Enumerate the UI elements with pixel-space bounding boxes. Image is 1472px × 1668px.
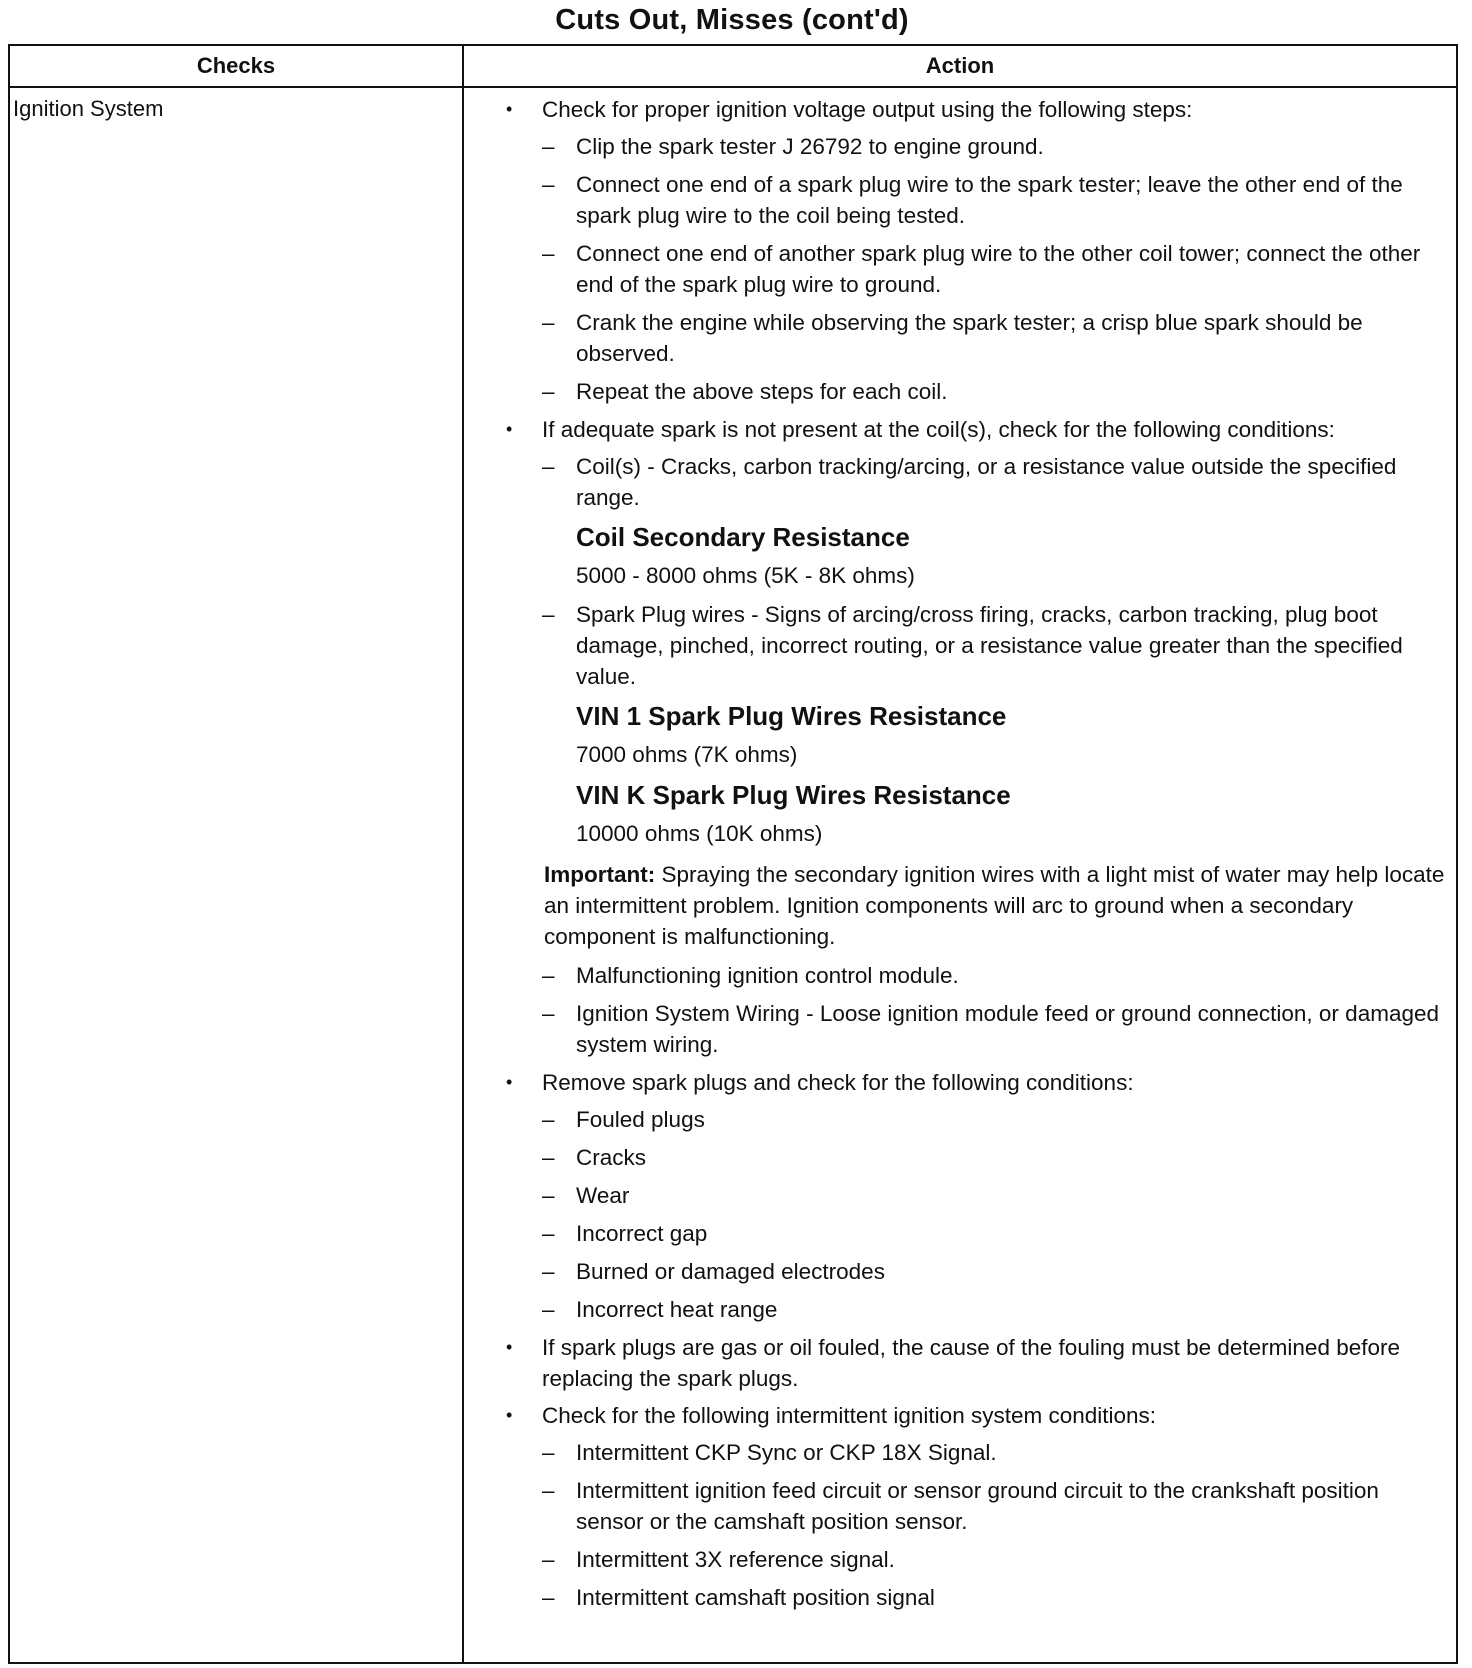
list-item <box>464 1218 1448 1249</box>
list-item-text: Intermittent CKP Sync or CKP 18X Signal. <box>576 1440 997 1465</box>
dash-marker: – <box>542 963 555 988</box>
list-item <box>464 376 1448 407</box>
dash-marker: – <box>542 1183 555 1208</box>
list-item-text: Crank the engine while observing the spark tester; a crisp blue spark should be observed. <box>576 310 1363 366</box>
list-item <box>464 238 1448 300</box>
list-item <box>464 1582 1448 1613</box>
list-item-text: Coil(s) - Cracks, carbon tracking/arcing, or a resistance value outside the specified range. <box>576 454 1397 510</box>
dash-marker: – <box>542 1001 555 1026</box>
list-item <box>464 599 1448 692</box>
dash-marker: – <box>542 379 555 404</box>
list-item-text: Connect one end of another spark plug wire to the other coil tower; connect the other end of the spark plug wire to ground. <box>576 241 1421 297</box>
list-item-text: Burned or damaged electrodes <box>576 1259 885 1284</box>
bullet-adequate-spark: • If adequate spark is not present at the coil(s), check for the following conditions: <box>464 414 1448 445</box>
header-checks: Checks <box>9 45 463 87</box>
list-item <box>464 1544 1448 1575</box>
dash-marker: – <box>542 602 555 627</box>
header-action: Action <box>463 45 1457 87</box>
dash-marker: – <box>542 1107 555 1132</box>
list-item-text: Connect one end of a spark plug wire to the spark tester; leave the other end of the spark plug wire to the coil being tested. <box>576 172 1403 228</box>
list-item <box>464 1294 1448 1325</box>
spec-value-vin1: 7000 ohms (7K ohms) <box>576 742 798 767</box>
list-item-text: Fouled plugs <box>576 1107 705 1132</box>
list-item <box>464 1475 1448 1537</box>
spec-heading-vin1: VIN 1 Spark Plug Wires Resistance <box>576 701 1007 731</box>
dash-marker: – <box>542 1478 555 1503</box>
check-cell: Ignition System <box>9 87 463 1663</box>
list-item <box>464 307 1448 369</box>
list-item <box>464 1437 1448 1468</box>
list-item <box>464 1104 1448 1135</box>
list-item-text: Repeat the above steps for each coil. <box>576 379 948 404</box>
list-item-text: Ignition System Wiring - Loose ignition module feed or ground connection, or damaged system wiring. <box>576 1001 1439 1057</box>
bullet-remove-plugs: • Remove spark plugs and check for the following conditions: <box>464 1067 1448 1098</box>
dash-marker: – <box>542 1259 555 1284</box>
dash-marker: – <box>542 172 555 197</box>
important-note <box>464 859 1448 952</box>
list-item-text: Intermittent ignition feed circuit or sensor ground circuit to the crankshaft position sensor or the camshaft position sensor. <box>576 1478 1379 1534</box>
bullet-voltage-check: • Check for proper ignition voltage output using the following steps: <box>464 94 1448 125</box>
list-item <box>464 169 1448 231</box>
list-item <box>464 960 1448 991</box>
spec-value-coil: 5000 - 8000 ohms (5K - 8K ohms) <box>576 563 915 588</box>
page-title <box>0 4 1472 37</box>
list-item <box>464 1256 1448 1287</box>
dash-marker: – <box>542 1221 555 1246</box>
list-item <box>464 998 1448 1060</box>
list-item <box>464 131 1448 162</box>
dash-marker: – <box>542 1440 555 1465</box>
list-item-text: Clip the spark tester J 26792 to engine ground. <box>576 134 1044 159</box>
action-cell <box>463 87 1457 1663</box>
diagnostic-table <box>8 44 1458 1664</box>
list-item <box>464 451 1448 513</box>
bullet-fouled-plugs: • If spark plugs are gas or oil fouled, the cause of the fouling must be determined before replacing the spark plugs. <box>464 1332 1448 1394</box>
list-item-text: Incorrect gap <box>576 1221 708 1246</box>
page-title-text: Cuts Out, Misses (cont'd) <box>555 4 909 36</box>
list-item-text: Spark Plug wires - Signs of arcing/cross firing, cracks, carbon tracking, plug boot damage, pinched, incorrect routing, or a resistance value greater than the specified value. <box>576 602 1403 689</box>
table-header-row <box>9 45 1457 87</box>
bullet-intermittent: • Check for the following intermittent ignition system conditions: <box>464 1400 1448 1431</box>
important-label: Important: <box>544 862 656 887</box>
spec-value-vink: 10000 ohms (10K ohms) <box>576 821 823 846</box>
table-row <box>9 87 1457 1663</box>
dash-marker: – <box>542 1145 555 1170</box>
list-item-text: Cracks <box>576 1145 647 1170</box>
list-item-text: Malfunctioning ignition control module. <box>576 963 959 988</box>
list-item-text: Intermittent 3X reference signal. <box>576 1547 895 1572</box>
list-item-text: Intermittent camshaft position signal <box>576 1585 935 1610</box>
dash-marker: – <box>542 454 555 479</box>
dash-marker: – <box>542 310 555 335</box>
dash-marker: – <box>542 241 555 266</box>
list-item-text: Incorrect heat range <box>576 1297 778 1322</box>
list-item <box>464 1180 1448 1211</box>
list-item-text: Wear <box>576 1183 630 1208</box>
important-text: Spraying the secondary ignition wires with a light mist of water may help locate an intermittent problem. Ignition components will arc to ground when a secondary component is malfunctioning. <box>544 862 1445 949</box>
spec-heading-vink: VIN K Spark Plug Wires Resistance <box>576 780 1011 810</box>
dash-marker: – <box>542 1297 555 1322</box>
spec-heading-coil: Coil Secondary Resistance <box>576 522 910 552</box>
list-item <box>464 1142 1448 1173</box>
dash-marker: – <box>542 1547 555 1572</box>
dash-marker: – <box>542 1585 555 1610</box>
dash-marker: – <box>542 134 555 159</box>
